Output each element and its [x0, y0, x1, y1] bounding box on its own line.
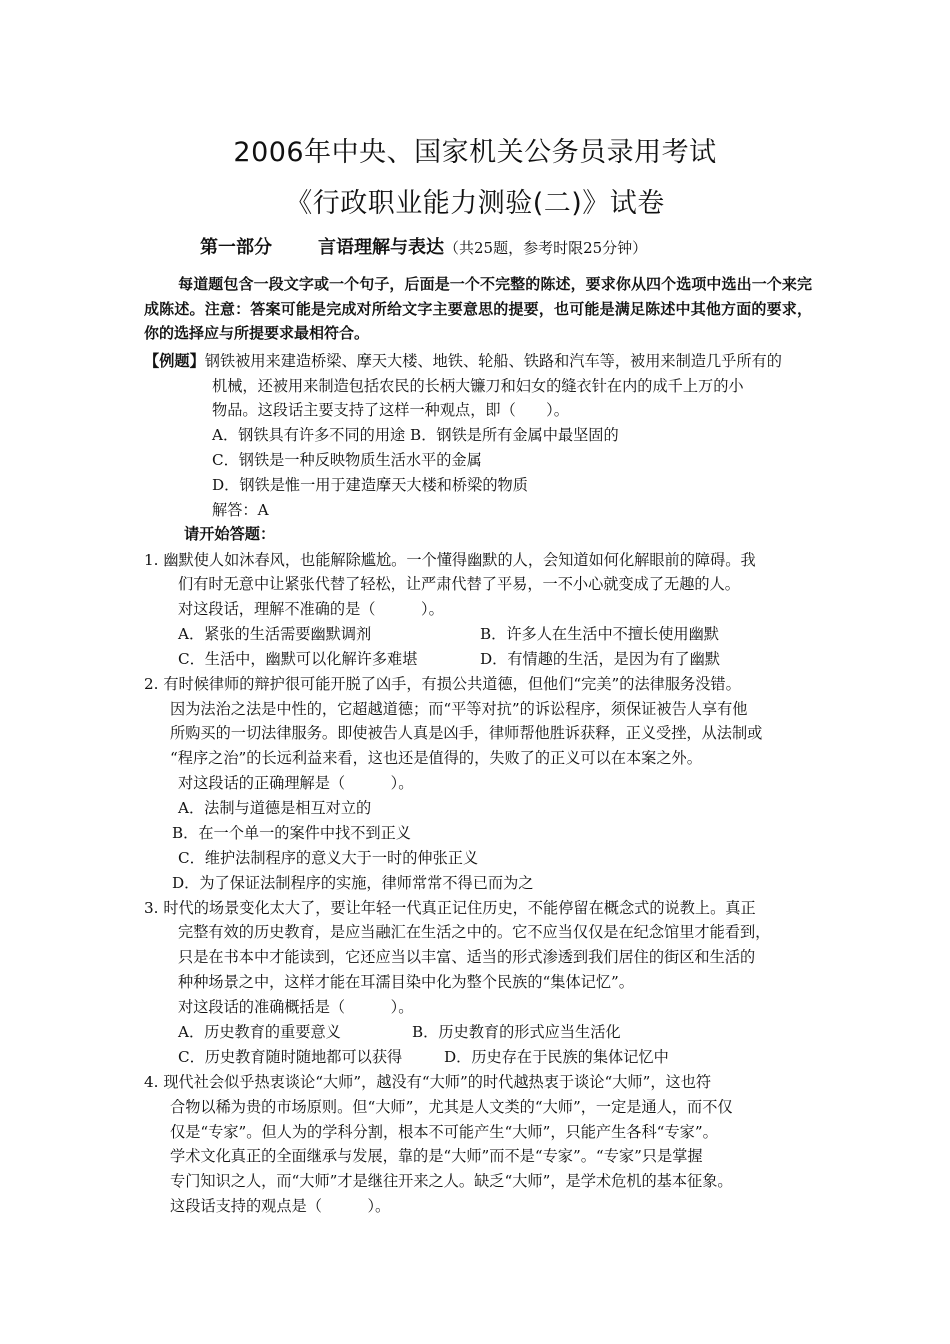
exam-title: 2006年中央、国家机关公务员录用考试 [233, 137, 717, 168]
question-line: 所购买的一切法律服务。即使被告人真是凶手，律师帮他胜诉获释，正义受挫，从法制或 [170, 724, 763, 742]
section-part: 第一部分 [200, 237, 272, 258]
question-line: 因为法治之法是中性的，它超越道德；而“平等对抗”的诉讼程序，须保证被告人享有他 [170, 700, 748, 718]
question-line: 合物以稀为贵的市场原则。但“大师”，尤其是人文类的“大师”，一定是通人，而不仅 [170, 1098, 733, 1116]
exam-subtitle: 《行政职业能力测验(二)》试卷 [285, 188, 665, 219]
example-answer: 解答：A [212, 501, 269, 519]
question-line: 学术文化真正的全面继承与发展，靠的是“大师”而不是“专家”。“专家”只是掌握 [170, 1147, 703, 1165]
question-line: “程序之治”的长远利益来看，这也还是值得的，失败了的正义可以在本案之外。 [170, 749, 702, 767]
section-heading [200, 233, 647, 259]
question-line: 专门知识之人，而“大师”才是继往开来之人。缺乏“大师”，是学术危机的基本征象。 [170, 1172, 733, 1190]
example-line: 【例题】钢铁被用来建造桥梁、摩天大楼、地铁、轮船、铁路和汽车等，被用来制造几乎所有的 [144, 352, 782, 370]
example-option: A．钢铁具有许多不同的用途 B．钢铁是所有金属中最坚固的 [212, 426, 619, 444]
section-name: 言语理解与表达 [318, 237, 444, 258]
question-line: 种种场景之中，这样才能在耳濡目染中化为整个民族的“集体记忆”。 [178, 973, 634, 991]
option-b: B．在一个单一的案件中找不到正义 [172, 824, 411, 842]
question-line: 4. 现代社会似乎热衷谈论“大师”，越没有“大师”的时代越热衷于谈论“大师”，这也符 [144, 1073, 712, 1091]
example-label: 【例题】 [144, 352, 205, 370]
question-line: 3. 时代的场景变化太大了，要让年轻一代真正记住历史，不能停留在概念式的说教上。真正 [144, 899, 756, 917]
option-a: A．紧张的生活需要幽默调剂 [178, 625, 372, 643]
question-line: 只是在书本中才能读到，它还应当以丰富、适当的形式渗透到我们居住的街区和生活的 [178, 948, 756, 966]
option-d: D．为了保证法制程序的实施，律师常常不得已而为之 [172, 874, 534, 892]
question-line: 对这段话的准确概括是（ ）。 [178, 998, 414, 1016]
option-d: D．历史存在于民族的集体记忆中 [444, 1048, 669, 1066]
instructions [144, 272, 812, 346]
option-b: B．许多人在生活中不擅长使用幽默 [480, 625, 719, 643]
option-a: A．历史教育的重要意义 [178, 1023, 341, 1041]
option-c: C．维护法制程序的意义大于一时的伸张正义 [178, 849, 479, 867]
instructions-text: 每道题包含一段文字或一个句子，后面是一个不完整的陈述，要求你从四个选项中选出一个来完成陈述。注意：答案可能是完成对所给文字主要意思的提要，也可能是满足陈述中其他方面的要求，你的选择应与所提要求最相符合。 [144, 275, 812, 342]
option-c: C．生活中，幽默可以化解许多难堪 [178, 650, 418, 668]
question-line: 们有时无意中让紧张代替了轻松，让严肃代替了平易，一不小心就变成了无趣的人。 [178, 575, 740, 593]
start-label: 请开始答题： [184, 525, 276, 543]
question-line: 2. 有时候律师的辩护很可能开脱了凶手，有损公共道德，但他们“完美”的法律服务没错。 [144, 675, 741, 693]
question-line: 对这段话的正确理解是（ ）。 [178, 774, 414, 792]
question-line: 仅是“专家”。但人为的学科分割，根本不可能产生“大师”，只能产生各科“专家”。 [170, 1123, 718, 1141]
question-line: 这段话支持的观点是（ ）。 [170, 1197, 391, 1215]
option-d: D．有情趣的生活，是因为有了幽默 [480, 650, 720, 668]
question-line: 完整有效的历史教育，是应当融汇在生活之中的。它不应当仅仅是在纪念馆里才能看到， [178, 923, 771, 941]
option-c: C．历史教育随时随地都可以获得 [178, 1048, 403, 1066]
question-line: 对这段话，理解不准确的是（ ）。 [178, 600, 444, 618]
example-line: 物品。这段话主要支持了这样一种观点，即（ ）。 [212, 401, 569, 419]
option-a: A．法制与道德是相互对立的 [178, 799, 372, 817]
example-option: D．钢铁是惟一用于建造摩天大楼和桥梁的物质 [212, 476, 528, 494]
question-line: 1. 幽默使人如沐春风，也能解除尴尬。一个懂得幽默的人，会知道如何化解眼前的障碍。我 [144, 551, 756, 569]
example-option: C．钢铁是一种反映物质生活水平的金属 [212, 451, 482, 469]
section-note: （共25题，参考时限25分钟） [444, 239, 648, 257]
example-line: 机械，还被用来制造包括农民的长柄大镰刀和妇女的缝衣针在内的成千上万的小 [212, 377, 744, 395]
option-b: B．历史教育的形式应当生活化 [412, 1023, 621, 1041]
